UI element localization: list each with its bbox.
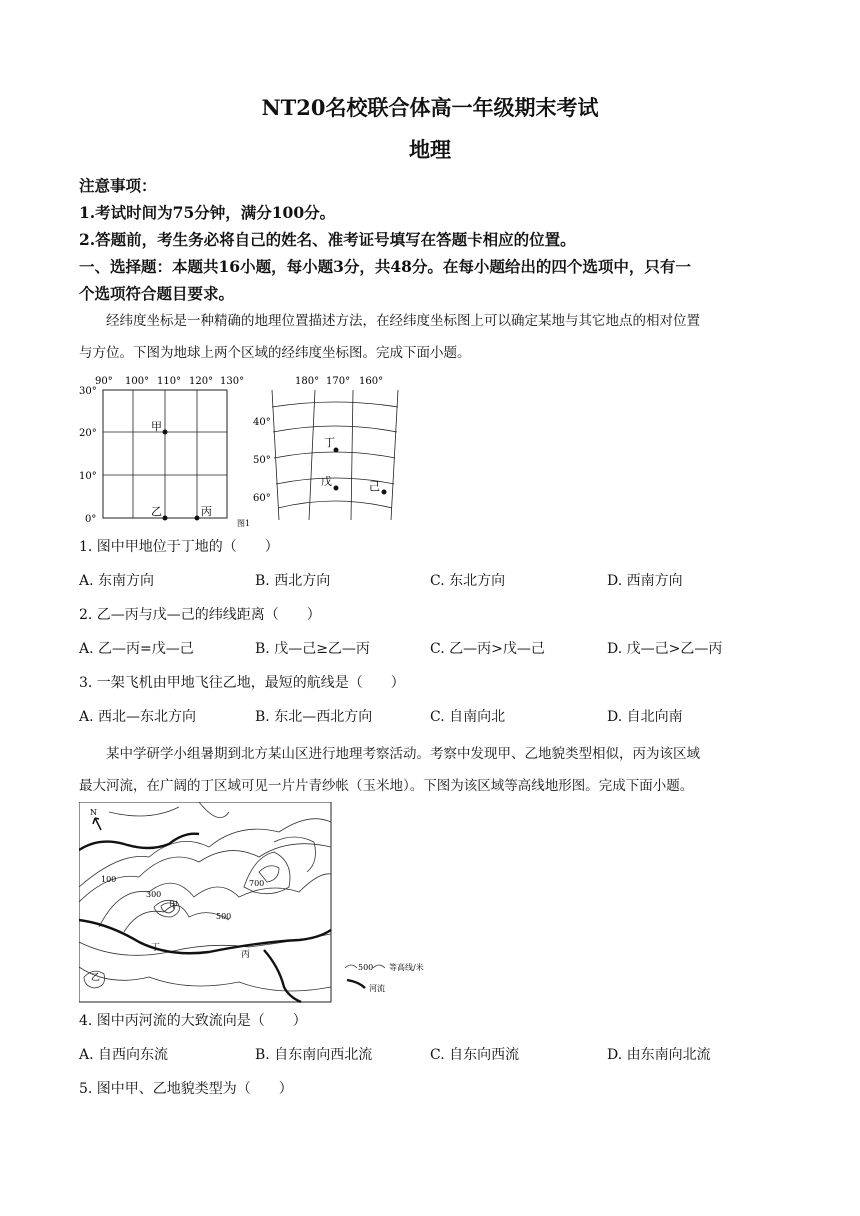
question-stem: 4. 图中丙河流的大致流向是（ ） <box>79 1013 307 1029</box>
north-label: N <box>90 808 97 817</box>
option-c[interactable]: C. 东北方向 <box>430 573 506 589</box>
contour-map <box>79 802 439 1004</box>
lon-label: 170° <box>326 376 351 387</box>
place-ding: 丁 <box>151 943 161 953</box>
option-c[interactable]: C. 自南向北 <box>430 709 506 725</box>
notice-item: 2.答题前，考生务必将自己的姓名、准考证号填写在答题卡相应的位置。 <box>79 230 576 249</box>
option-d[interactable]: D. 自北向南 <box>607 709 683 725</box>
question-stem: 1. 图中甲地位于丁地的（ ） <box>79 539 279 555</box>
lat-label: 60° <box>253 493 271 504</box>
legend-contour-value: 500 <box>358 963 374 972</box>
option-a[interactable]: A. 乙—丙=戊—己 <box>79 641 194 657</box>
place-jia: 甲 <box>169 901 179 911</box>
map-legend <box>345 962 424 993</box>
passage-2-line-2: 最大河流，在广阔的丁区域可见一片片青纱帐（玉米地）。下图为该区域等高线地形图。完成下面小题。 <box>79 778 694 794</box>
option-d[interactable]: D. 西南方向 <box>607 573 683 589</box>
option-a[interactable]: A. 自西向东流 <box>79 1047 169 1063</box>
contour-label: 500 <box>216 912 232 921</box>
legend-river-label: 河流 <box>369 984 385 993</box>
exam-title: NT20名校联合体高一年级期末考试 <box>261 95 599 120</box>
lon-label: 100° <box>125 376 150 387</box>
section-heading: 一、选择题：本题共16小题，每小题3分，共48分。在每小题给出的四个选项中，只有一 <box>79 257 691 276</box>
contour-label: 300 <box>146 890 162 899</box>
lon-label: 130° <box>220 376 245 387</box>
passage-1-line-2: 与方位。下图为地球上两个区域的经纬度坐标图。完成下面小题。 <box>79 345 471 361</box>
point-jia: 甲 <box>151 420 162 433</box>
lat-label: 40° <box>253 417 271 428</box>
lat-label: 20° <box>79 428 97 439</box>
lon-label: 90° <box>95 376 113 387</box>
lat-label: 0° <box>85 514 97 525</box>
question-stem: 2. 乙—丙与戊—己的纬线距离（ ） <box>79 607 321 623</box>
right-grid <box>272 390 398 520</box>
lat-long-figure <box>75 372 415 527</box>
question-stem: 3. 一架飞机由甲地飞往乙地，最短的航线是（ ） <box>79 675 405 691</box>
option-b[interactable]: B. 自东南向西北流 <box>255 1047 373 1063</box>
left-grid <box>79 376 250 527</box>
point-ji: 己 <box>369 480 380 493</box>
option-c[interactable]: C. 乙—丙>戊—己 <box>430 641 545 657</box>
lon-label: 110° <box>157 376 182 387</box>
point-wu: 戊 <box>321 475 332 488</box>
lat-label: 50° <box>253 455 271 466</box>
passage-2-line-1: 某中学研学小组暑期到北方某山区进行地理考察活动。考察中发现甲、乙地貌类型相似，丙为该区域 <box>106 746 700 762</box>
question-stem: 5. 图中甲、乙地貌类型为（ ） <box>79 1081 293 1097</box>
option-d[interactable]: D. 由东南向北流 <box>607 1047 711 1063</box>
lat-label: 30° <box>79 386 97 397</box>
subject-title: 地理 <box>409 137 451 162</box>
option-a[interactable]: A. 东南方向 <box>79 573 155 589</box>
place-bing: 丙 <box>241 950 251 960</box>
option-b[interactable]: B. 戊—己≥乙—丙 <box>255 641 370 657</box>
lon-label: 120° <box>189 376 214 387</box>
option-b[interactable]: B. 西北方向 <box>255 573 331 589</box>
lon-label: 160° <box>359 376 384 387</box>
passage-1-line-1: 经纬度坐标是一种精确的地理位置描述方法，在经纬度坐标图上可以确定某地与其它地点的相对位置 <box>106 313 700 329</box>
figure-mark: 图1 <box>237 519 251 527</box>
place-yi: 乙 <box>91 973 101 983</box>
notice-heading: 注意事项： <box>79 176 157 195</box>
point-yi: 乙 <box>151 505 162 518</box>
point-bing: 丙 <box>201 505 212 518</box>
section-heading-cont: 个选项符合题目要求。 <box>79 284 235 303</box>
option-a[interactable]: A. 西北—东北方向 <box>79 709 197 725</box>
contour-label: 700 <box>249 879 265 888</box>
lat-label: 10° <box>79 471 97 482</box>
notice-item: 1.考试时间为75分钟，满分100分。 <box>79 203 336 222</box>
lon-label: 180° <box>295 376 320 387</box>
contour-label: 100 <box>101 875 117 884</box>
option-d[interactable]: D. 戊—己>乙—丙 <box>607 641 723 657</box>
legend-contour-label: 等高线/米 <box>389 963 424 972</box>
option-b[interactable]: B. 东北—西北方向 <box>255 709 373 725</box>
option-c[interactable]: C. 自东向西流 <box>430 1047 520 1063</box>
point-ding: 丁 <box>324 436 335 449</box>
